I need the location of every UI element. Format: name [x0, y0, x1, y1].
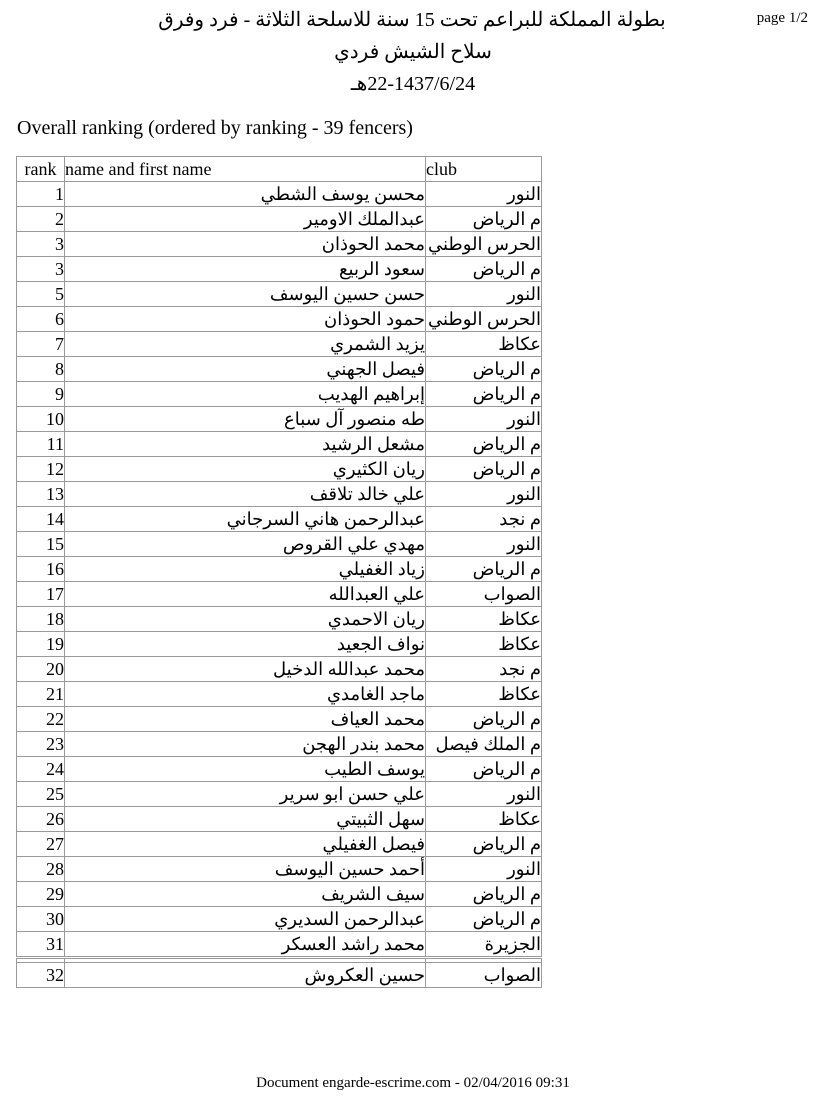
club-cell: م الرياض	[426, 707, 542, 732]
club-cell: م الرياض	[426, 357, 542, 382]
rank-cell: 21	[17, 682, 65, 707]
rank-cell: 11	[17, 432, 65, 457]
rank-cell: 31	[17, 932, 65, 958]
club-cell: م الرياض	[426, 382, 542, 407]
table-row	[17, 657, 542, 682]
rank-cell: 29	[17, 882, 65, 907]
rank-cell: 27	[17, 832, 65, 857]
table-row	[17, 432, 542, 457]
club-cell: النور	[426, 857, 542, 882]
rank-cell: 7	[17, 332, 65, 357]
name-cell: فيصل الجهني	[65, 357, 426, 382]
ranking-table-body	[17, 182, 542, 988]
rank-cell: 3	[17, 257, 65, 282]
page-number: page 1/2	[756, 10, 808, 26]
table-row	[17, 907, 542, 932]
table-row	[17, 582, 542, 607]
rank-cell: 18	[17, 607, 65, 632]
name-cell: محمد بندر الهجن	[65, 732, 426, 757]
club-cell: النور	[426, 182, 542, 207]
club-cell: الجزيرة	[426, 932, 542, 958]
name-cell: علي خالد تلاقف	[65, 482, 426, 507]
name-cell: ريان الكثيري	[65, 457, 426, 482]
name-cell: زياد الغفيلي	[65, 557, 426, 582]
rank-cell: 32	[17, 963, 65, 988]
name-cell: علي حسن ابو سرير	[65, 782, 426, 807]
table-row	[17, 732, 542, 757]
name-cell: محسن يوسف الشطي	[65, 182, 426, 207]
name-cell: سعود الربيع	[65, 257, 426, 282]
club-cell: م الرياض	[426, 432, 542, 457]
event-date: 22-1437/6/24هـ	[350, 73, 476, 95]
table-row	[17, 707, 542, 732]
rank-cell: 1	[17, 182, 65, 207]
table-row	[17, 857, 542, 882]
club-cell: م الرياض	[426, 882, 542, 907]
column-header-club: club	[426, 157, 542, 182]
club-cell: عكاظ	[426, 332, 542, 357]
table-row	[17, 532, 542, 557]
rank-cell: 9	[17, 382, 65, 407]
club-cell: م الرياض	[426, 557, 542, 582]
rank-cell: 28	[17, 857, 65, 882]
table-row	[17, 382, 542, 407]
club-cell: عكاظ	[426, 807, 542, 832]
rank-cell: 6	[17, 307, 65, 332]
name-cell: فيصل الغفيلي	[65, 832, 426, 857]
club-cell: عكاظ	[426, 682, 542, 707]
name-cell: مهدي علي القروص	[65, 532, 426, 557]
club-cell: م الرياض	[426, 257, 542, 282]
document-footer: Document engarde-escrime.com - 02/04/2016 09:31	[256, 1075, 570, 1091]
rank-cell: 8	[17, 357, 65, 382]
competition-title: بطولة المملكة للبراعم تحت 15 سنة للاسلحة الثلاثة - فرد وفرق	[158, 9, 666, 31]
name-cell: طه منصور آل سباع	[65, 407, 426, 432]
name-cell: يزيد الشمري	[65, 332, 426, 357]
club-cell: م نجد	[426, 507, 542, 532]
name-cell: حسين العكروش	[65, 963, 426, 988]
club-cell: النور	[426, 482, 542, 507]
table-row	[17, 182, 542, 207]
table-row	[17, 932, 542, 958]
column-header-name: name and first name	[65, 157, 426, 182]
table-row	[17, 632, 542, 657]
club-cell: م الرياض	[426, 757, 542, 782]
rank-cell: 10	[17, 407, 65, 432]
club-cell: م الملك فيصل	[426, 732, 542, 757]
club-cell: النور	[426, 282, 542, 307]
rank-cell: 14	[17, 507, 65, 532]
rank-cell: 3	[17, 232, 65, 257]
rank-cell: 17	[17, 582, 65, 607]
ranking-table	[16, 156, 542, 988]
rank-cell: 2	[17, 207, 65, 232]
name-cell: حمود الحوذان	[65, 307, 426, 332]
table-row	[17, 782, 542, 807]
table-row	[17, 607, 542, 632]
name-cell: سهل الثبيتي	[65, 807, 426, 832]
table-header-row	[17, 157, 542, 182]
name-cell: محمد الحوذان	[65, 232, 426, 257]
club-cell: م الرياض	[426, 832, 542, 857]
column-header-rank: rank	[17, 157, 65, 182]
name-cell: أحمد حسين اليوسف	[65, 857, 426, 882]
rank-cell: 26	[17, 807, 65, 832]
table-row	[17, 882, 542, 907]
club-cell: النور	[426, 532, 542, 557]
table-row	[17, 357, 542, 382]
name-cell: نواف الجعيد	[65, 632, 426, 657]
table-row	[17, 757, 542, 782]
name-cell: حسن حسين اليوسف	[65, 282, 426, 307]
table-row	[17, 232, 542, 257]
club-cell: الحرس الوطني	[426, 307, 542, 332]
rank-cell: 30	[17, 907, 65, 932]
club-cell: النور	[426, 407, 542, 432]
table-row	[17, 557, 542, 582]
rank-cell: 20	[17, 657, 65, 682]
rank-cell: 12	[17, 457, 65, 482]
ranking-heading: Overall ranking (ordered by ranking - 39 fencers)	[17, 117, 413, 139]
table-row	[17, 807, 542, 832]
club-cell: عكاظ	[426, 607, 542, 632]
rank-cell: 25	[17, 782, 65, 807]
table-row	[17, 507, 542, 532]
club-cell: النور	[426, 782, 542, 807]
table-row	[17, 307, 542, 332]
name-cell: محمد عبدالله الدخيل	[65, 657, 426, 682]
table-row	[17, 832, 542, 857]
club-cell: م نجد	[426, 657, 542, 682]
name-cell: سيف الشريف	[65, 882, 426, 907]
rank-cell: 24	[17, 757, 65, 782]
table-row	[17, 257, 542, 282]
name-cell: ريان الاحمدي	[65, 607, 426, 632]
name-cell: ماجد الغامدي	[65, 682, 426, 707]
club-cell: م الرياض	[426, 457, 542, 482]
name-cell: محمد العياف	[65, 707, 426, 732]
table-row	[17, 482, 542, 507]
table-row	[17, 332, 542, 357]
name-cell: إبراهيم الهديب	[65, 382, 426, 407]
rank-cell: 5	[17, 282, 65, 307]
club-cell: عكاظ	[426, 632, 542, 657]
rank-cell: 15	[17, 532, 65, 557]
table-row	[17, 963, 542, 988]
name-cell: مشعل الرشيد	[65, 432, 426, 457]
name-cell: يوسف الطيب	[65, 757, 426, 782]
club-cell: م الرياض	[426, 907, 542, 932]
name-cell: عبدالملك الاومير	[65, 207, 426, 232]
table-row	[17, 207, 542, 232]
rank-cell: 23	[17, 732, 65, 757]
rank-cell: 16	[17, 557, 65, 582]
table-row	[17, 457, 542, 482]
rank-cell: 13	[17, 482, 65, 507]
name-cell: علي العبدالله	[65, 582, 426, 607]
rank-cell: 22	[17, 707, 65, 732]
name-cell: محمد راشد العسكر	[65, 932, 426, 958]
event-title: سلاح الشيش فردي	[334, 41, 492, 63]
club-cell: الحرس الوطني	[426, 232, 542, 257]
name-cell: عبدالرحمن هاني السرجاني	[65, 507, 426, 532]
club-cell: الصواب	[426, 963, 542, 988]
club-cell: م الرياض	[426, 207, 542, 232]
club-cell: الصواب	[426, 582, 542, 607]
table-row	[17, 682, 542, 707]
table-row	[17, 407, 542, 432]
document-header	[0, 4, 826, 100]
table-row	[17, 282, 542, 307]
name-cell: عبدالرحمن السديري	[65, 907, 426, 932]
rank-cell: 19	[17, 632, 65, 657]
